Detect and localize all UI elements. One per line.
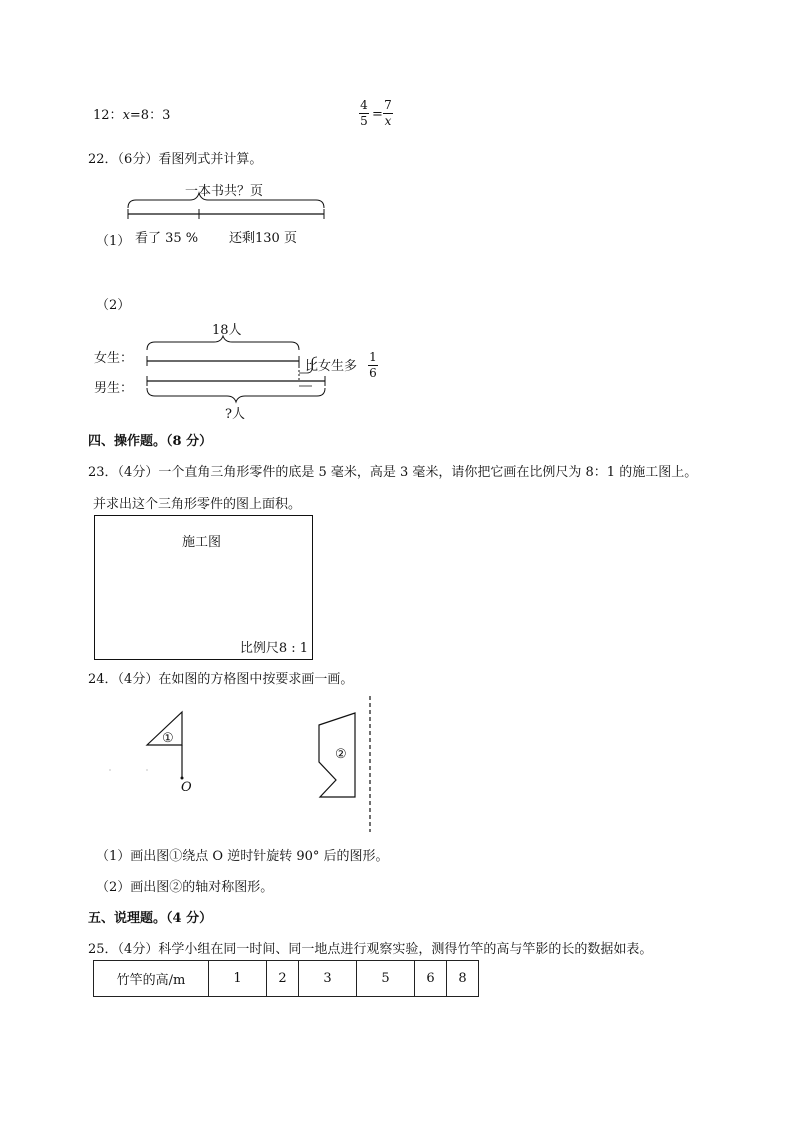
- q22-part1-read-label: 看了 35 %: [135, 231, 199, 246]
- q24-sub2: （2）画出图②的轴对称图形。: [96, 880, 274, 895]
- section-5-heading: 五、说理题。（4 分）: [88, 911, 213, 926]
- table-cell: 8: [447, 961, 479, 997]
- q22-part2-frac-den: 6: [369, 366, 377, 380]
- q22-part1-label: （1）: [96, 234, 131, 249]
- eq1-term-a: 12: [93, 108, 110, 123]
- q22-part2-girls-label: 女生：: [94, 351, 134, 366]
- eq2-equals: =: [372, 107, 383, 122]
- eq2-den1: 5: [360, 114, 368, 128]
- point-o-label: O: [181, 780, 192, 795]
- q25-heading: 25．（4分）科学小组在同一时间、同一地点进行观察实验，测得竹竿的高与竿影的长的数据如表。: [88, 942, 653, 957]
- q22-part1-remaining-label: 还剩130 页: [229, 231, 297, 246]
- q24-heading: 24．（4分）在如图的方格图中按要求画一画。: [88, 672, 354, 687]
- section-4-heading: 四、操作题。（8 分）: [88, 434, 213, 449]
- table-cell: 2: [267, 961, 299, 997]
- eq2-num2: 7: [384, 98, 392, 112]
- eq1-colon: ：: [109, 108, 123, 123]
- table-cell: 5: [357, 961, 415, 997]
- q24-sub1: （1）画出图①绕点 O 逆时针旋转 90° 后的图形。: [96, 849, 389, 864]
- table-cell: 6: [415, 961, 447, 997]
- bamboo-height-table: [93, 960, 479, 997]
- q23-line1: 23．（4分）一个直角三角形零件的底是 5 毫米，高是 3 毫米，请你把它画在比例尺为 8：1 的施工图上。: [88, 465, 698, 480]
- scale-label: 比例尺8 : 1: [239, 641, 308, 656]
- eq1-rest: =8：3: [129, 108, 171, 123]
- table-cell: 3: [299, 961, 357, 997]
- q22-part1-top-label: 一本书共？页: [185, 184, 264, 199]
- q22-part2-frac-num: 1: [369, 350, 377, 364]
- eq2-den2: x: [384, 114, 392, 128]
- eq2-num1: 4: [360, 98, 368, 112]
- q22-part2-more-than-girls: 比女生多: [305, 359, 358, 374]
- table-header-cell: 竹竿的高/m: [94, 961, 209, 997]
- table-cell: 1: [209, 961, 267, 997]
- q22-part2-label: （2）: [96, 298, 131, 313]
- q22-part2-boys-label: 男生：: [94, 381, 134, 396]
- figure-1-label: ①: [162, 731, 174, 746]
- construction-drawing-title: 施工图: [182, 535, 222, 550]
- q22-heading: 22．（6分）看图列式并计算。: [88, 152, 263, 167]
- q23-line2: 并求出这个三角形零件的图上面积。: [93, 497, 302, 512]
- q22-part2-girls-total: 18人: [212, 323, 242, 338]
- eq1-x: x: [122, 108, 130, 123]
- q22-part2-boys-total: ?人: [225, 407, 245, 422]
- table-row: [94, 961, 479, 997]
- figure-2-label: ②: [335, 747, 347, 762]
